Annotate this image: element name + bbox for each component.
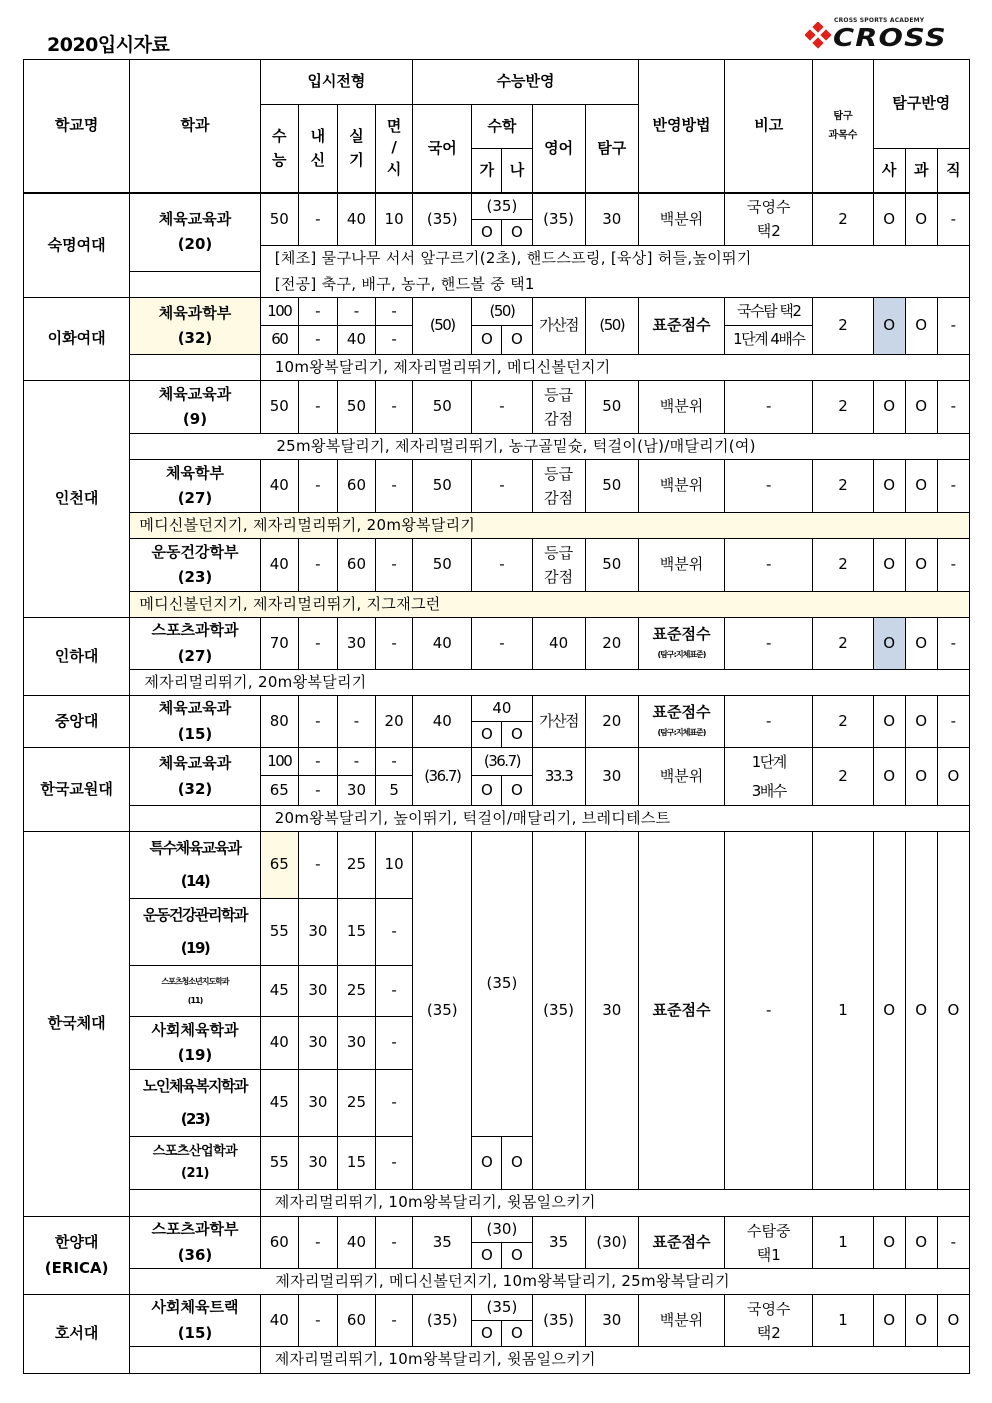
val-count: 2: [813, 298, 873, 355]
val-gwa: O: [905, 1295, 937, 1347]
val-myeon: -: [376, 381, 413, 434]
val-ga: O: [472, 1243, 502, 1269]
val-su: 65: [260, 776, 298, 806]
val-nae: 30: [298, 1137, 337, 1190]
val-math: -: [472, 460, 532, 513]
val-su: 40: [260, 539, 298, 592]
val-ga: O: [472, 722, 502, 748]
val-method: 백분위: [638, 539, 724, 592]
header-ga: 가: [472, 149, 502, 193]
val-jik: O: [937, 832, 969, 1190]
val-na: O: [502, 1137, 532, 1190]
val-ga: O: [472, 326, 502, 355]
school-ewha: 이화여대: [24, 298, 130, 381]
val-note: 국영수 택2: [725, 1295, 813, 1347]
val-eng: 등급 감점: [532, 539, 585, 592]
val-note: -: [725, 539, 813, 592]
val-ga: O: [472, 1137, 502, 1190]
val-nae: -: [298, 1295, 337, 1347]
val-gwa: O: [905, 298, 937, 355]
exam-note: 메디신볼던지기, 제자리멀리뛰기, 20m왕복달리기: [130, 513, 970, 539]
val-method: 표준점수: [638, 298, 724, 355]
val-eng: (35): [532, 1295, 585, 1347]
val-myeon: 10: [376, 832, 413, 899]
exam-note: 메디신볼던지기, 제자리멀리뛰기, 지그재그런: [130, 592, 970, 618]
header-inq-count: 탐구 과목수: [813, 60, 873, 193]
school-chungang: 중앙대: [24, 696, 130, 748]
val-kor: 50: [413, 460, 472, 513]
val-inq: 20: [585, 618, 638, 670]
val-kor: (50): [413, 298, 472, 355]
val-eng: 35: [532, 1217, 585, 1269]
val-myeon: 20: [376, 696, 413, 748]
val-sil: 30: [337, 776, 375, 806]
val-gwa: O: [905, 1217, 937, 1269]
val-sil: -: [337, 696, 375, 748]
val-su: 60: [260, 326, 298, 355]
exam-note: 제자리멀리뛰기, 10m왕복달리기, 윗몸일으키기: [260, 1190, 969, 1217]
dept-cell: 체육교육과 (9): [130, 381, 260, 434]
val-sa: O: [873, 748, 905, 806]
val-inq: 30: [585, 832, 638, 1190]
val-su: 65: [260, 832, 298, 899]
val-myeon: -: [376, 1217, 413, 1269]
val-gwa: O: [905, 748, 937, 806]
exam-note: 제자리멀리뛰기, 메디신볼던지기, 10m왕복달리기, 25m왕복달리기: [130, 1269, 970, 1295]
val-kor: (36.7): [413, 748, 472, 806]
val-note: -: [725, 618, 813, 670]
val-na: O: [502, 1243, 532, 1269]
val-sil: 60: [337, 1295, 375, 1347]
val-myeon: -: [376, 966, 413, 1017]
header-school: 학교명: [24, 60, 130, 193]
val-nae: -: [298, 381, 337, 434]
val-myeon: -: [376, 748, 413, 776]
val-math: (35): [472, 1295, 532, 1321]
val-inq: 20: [585, 696, 638, 748]
val-eng: (35): [532, 193, 585, 246]
val-su: 100: [260, 298, 298, 326]
exam-note: 제자리멀리뛰기, 20m왕복달리기: [130, 670, 970, 696]
val-method: 백분위: [638, 748, 724, 806]
val-nae: -: [298, 618, 337, 670]
dept-cell: 스포츠청소년지도학과 (11): [130, 966, 260, 1017]
dept-cell: 체육교육과 (32): [130, 748, 260, 806]
val-su: 50: [260, 381, 298, 434]
val-sa: O: [873, 381, 905, 434]
val-sil: 30: [337, 1017, 375, 1070]
val-sil: 60: [337, 539, 375, 592]
val-sa: O: [873, 460, 905, 513]
val-su: 45: [260, 1070, 298, 1137]
dept-cell: 운동건강관리학과 (19): [130, 899, 260, 966]
val-nae: -: [298, 460, 337, 513]
val-note: 1단계 4배수: [725, 326, 813, 355]
val-inq: (50): [585, 298, 638, 355]
val-gwa: O: [905, 539, 937, 592]
dept-cell: 스포츠과학부 (36): [130, 1217, 260, 1269]
val-method: 표준점수 (탐구:지체표준): [638, 618, 724, 670]
val-myeon: -: [376, 1295, 413, 1347]
dept-cell: 스포츠산업학과 (21): [130, 1137, 260, 1190]
val-jik: -: [937, 460, 969, 513]
val-su: 40: [260, 1017, 298, 1070]
val-math: -: [472, 539, 532, 592]
header-eng: 영어: [532, 105, 585, 193]
val-note: 1단계 3배수: [725, 748, 813, 806]
header-inq-reflect: 탐구반영: [873, 60, 969, 149]
val-jik: O: [937, 1295, 969, 1347]
val-sil: 25: [337, 1070, 375, 1137]
val-myeon: -: [376, 899, 413, 966]
val-eng: 등급 감점: [532, 460, 585, 513]
val-count: 1: [813, 1217, 873, 1269]
val-method: 백분위: [638, 381, 724, 434]
val-ga: O: [472, 776, 502, 806]
val-sil: 40: [337, 193, 375, 246]
val-su: 40: [260, 1295, 298, 1347]
val-nae: -: [298, 748, 337, 776]
val-myeon: 5: [376, 776, 413, 806]
val-nae: -: [298, 326, 337, 355]
val-sil: 40: [337, 326, 375, 355]
val-gwa: O: [905, 618, 937, 670]
val-gwa: O: [905, 696, 937, 748]
val-su: 50: [260, 193, 298, 246]
header-csat-reflect: 수능반영: [413, 60, 639, 105]
val-kor: 40: [413, 618, 472, 670]
header-inq: 탐구: [585, 105, 638, 193]
exam-note: 20m왕복달리기, 높이뛰기, 턱걸이/매달리기, 브레디테스트: [260, 806, 969, 832]
val-math: (35): [472, 193, 532, 220]
exam-note: [전공] 축구, 배구, 농구, 핸드볼 중 택1: [260, 272, 969, 298]
val-method: 표준점수: [638, 832, 724, 1190]
val-sa: O: [873, 1217, 905, 1269]
val-su: 100: [260, 748, 298, 776]
val-inq: 30: [585, 748, 638, 806]
val-math: (50): [472, 298, 532, 326]
val-nae: 30: [298, 966, 337, 1017]
val-su: 55: [260, 899, 298, 966]
header-admission: 입시전형: [260, 60, 412, 105]
val-nae: -: [298, 696, 337, 748]
val-kor: (35): [413, 193, 472, 246]
val-sil: -: [337, 748, 375, 776]
val-kor: 50: [413, 539, 472, 592]
val-jik: -: [937, 539, 969, 592]
dept-cell: 체육과학부 (32): [130, 298, 260, 355]
val-method: 백분위: [638, 193, 724, 246]
val-kor: 40: [413, 696, 472, 748]
val-gwa: O: [905, 193, 937, 246]
val-math: -: [472, 618, 532, 670]
val-sa: O: [873, 832, 905, 1190]
val-inq: 30: [585, 193, 638, 246]
val-sa: O: [873, 298, 905, 355]
header-kor: 국어: [413, 105, 472, 193]
val-jik: -: [937, 1217, 969, 1269]
school-hoseo: 호서대: [24, 1295, 130, 1374]
val-method: 백분위: [638, 460, 724, 513]
val-sil: 25: [337, 966, 375, 1017]
dept-cell: 특수체육교육과 (14): [130, 832, 260, 899]
val-su: 80: [260, 696, 298, 748]
val-sa: O: [873, 193, 905, 246]
val-kor: (35): [413, 832, 472, 1190]
school-hanyang-erica: 한양대 (ERICA): [24, 1217, 130, 1295]
header-nae: 내 신: [298, 105, 337, 193]
val-myeon: -: [376, 460, 413, 513]
val-note: 수탐중 택1: [725, 1217, 813, 1269]
val-math: -: [472, 381, 532, 434]
exam-note: 10m왕복달리기, 제자리멀리뛰기, 메디신볼던지기: [260, 355, 969, 381]
exam-note: 제자리멀리뛰기, 10m왕복달리기, 윗몸일으키기: [260, 1347, 969, 1374]
val-method: 표준점수 (탐구:지체표준): [638, 696, 724, 748]
val-su: 55: [260, 1137, 298, 1190]
val-count: 2: [813, 193, 873, 246]
val-eng: 등급 감점: [532, 381, 585, 434]
val-note: -: [725, 381, 813, 434]
val-su: 45: [260, 966, 298, 1017]
val-nae: -: [298, 776, 337, 806]
header-gwa: 과: [905, 149, 937, 193]
school-knsu: 한국체대: [24, 832, 130, 1217]
val-inq: 30: [585, 1295, 638, 1347]
val-kor: 50: [413, 381, 472, 434]
val-gwa: O: [905, 381, 937, 434]
exam-note: 25m왕복달리기, 제자리멀리뛰기, 농구골밑슛, 턱걸이(남)/매달리기(여): [130, 434, 970, 460]
header-jik: 직: [937, 149, 969, 193]
val-sil: 25: [337, 832, 375, 899]
school-sookmyung: 숙명여대: [24, 193, 130, 298]
val-gwa: O: [905, 460, 937, 513]
val-eng: (35): [532, 832, 585, 1190]
val-eng: 40: [532, 618, 585, 670]
school-knue: 한국교원대: [24, 748, 130, 832]
dept-cell: 노인체육복지학과 (23): [130, 1070, 260, 1137]
val-na: O: [502, 776, 532, 806]
header-math: 수학: [472, 105, 532, 149]
val-sil: -: [337, 298, 375, 326]
dept-cell: 운동건강학부 (23): [130, 539, 260, 592]
val-math: (36.7): [472, 748, 532, 776]
val-myeon: -: [376, 298, 413, 326]
val-su: 60: [260, 1217, 298, 1269]
val-myeon: 10: [376, 193, 413, 246]
val-sil: 40: [337, 1217, 375, 1269]
val-na: O: [502, 1321, 532, 1347]
dept-cell: 사회체육학과 (19): [130, 1017, 260, 1070]
val-gwa: O: [905, 832, 937, 1190]
val-na: O: [502, 722, 532, 748]
val-inq: 50: [585, 381, 638, 434]
val-myeon: -: [376, 1017, 413, 1070]
val-jik: O: [937, 748, 969, 806]
val-method: 표준점수: [638, 1217, 724, 1269]
val-jik: -: [937, 298, 969, 355]
val-count: 2: [813, 696, 873, 748]
val-myeon: -: [376, 618, 413, 670]
dept-cell: 스포츠과학과 (27): [130, 618, 260, 670]
val-myeon: -: [376, 1070, 413, 1137]
val-sil: 15: [337, 1137, 375, 1190]
val-kor: (35): [413, 1295, 472, 1347]
val-eng: 가산점: [532, 696, 585, 748]
header-dept: 학과: [130, 60, 260, 193]
cross-logo-icon: [805, 22, 833, 50]
val-nae: -: [298, 832, 337, 899]
val-count: 1: [813, 832, 873, 1190]
val-inq: (30): [585, 1217, 638, 1269]
header-na: 나: [502, 149, 532, 193]
val-nae: -: [298, 539, 337, 592]
val-kor: 35: [413, 1217, 472, 1269]
val-count: 1: [813, 1295, 873, 1347]
header-method: 반영방법: [638, 60, 724, 193]
val-sa: O: [873, 696, 905, 748]
admission-table: [23, 59, 970, 1374]
dept-cell: 체육교육과 (20): [130, 193, 260, 272]
val-note: 국영수 택2: [725, 193, 813, 246]
header-sil: 실 기: [337, 105, 375, 193]
val-note: 국수탐 택2: [725, 298, 813, 326]
val-count: 2: [813, 539, 873, 592]
val-count: 2: [813, 381, 873, 434]
header-sa: 사: [873, 149, 905, 193]
val-method: 백분위: [638, 1295, 724, 1347]
val-note: -: [725, 460, 813, 513]
school-incheon: 인천대: [24, 381, 130, 618]
val-na: O: [502, 326, 532, 355]
val-jik: -: [937, 696, 969, 748]
val-nae: 30: [298, 899, 337, 966]
val-myeon: -: [376, 1137, 413, 1190]
val-inq: 50: [585, 539, 638, 592]
val-sil: 60: [337, 460, 375, 513]
val-math: 40: [472, 696, 532, 722]
val-nae: -: [298, 193, 337, 246]
dept-cell: 체육학부 (27): [130, 460, 260, 513]
val-note: -: [725, 696, 813, 748]
val-sa: O: [873, 1295, 905, 1347]
val-inq: 50: [585, 460, 638, 513]
logo-tagline: CROSS SPORTS ACADEMY: [834, 17, 925, 24]
val-jik: -: [937, 193, 969, 246]
val-ga: O: [472, 220, 502, 246]
val-su: 70: [260, 618, 298, 670]
val-nae: -: [298, 1217, 337, 1269]
val-math: (30): [472, 1217, 532, 1243]
dept-cell: 사회체육트랙 (15): [130, 1295, 260, 1347]
header-myeon: 면 / 시: [376, 105, 413, 193]
val-nae: 30: [298, 1070, 337, 1137]
val-nae: -: [298, 298, 337, 326]
val-nae: 30: [298, 1017, 337, 1070]
val-count: 2: [813, 460, 873, 513]
val-jik: -: [937, 618, 969, 670]
val-su: 40: [260, 460, 298, 513]
val-sil: 50: [337, 381, 375, 434]
val-ga: O: [472, 1321, 502, 1347]
dept-cell: 체육교육과 (15): [130, 696, 260, 748]
val-jik: -: [937, 381, 969, 434]
val-note: -: [725, 832, 813, 1190]
val-math: (35): [472, 832, 532, 1137]
page-title: 2020입시자료: [47, 34, 170, 56]
logo-wordmark: CROSS: [833, 23, 947, 52]
val-sil: 30: [337, 618, 375, 670]
val-count: 2: [813, 618, 873, 670]
val-eng: 가산점: [532, 298, 585, 355]
val-myeon: -: [376, 326, 413, 355]
school-inha: 인하대: [24, 618, 130, 696]
exam-note: [체조] 물구나무 서서 앞구르기(2초), 핸드스프링, [육상] 허들,높이뛰기: [260, 246, 969, 272]
val-sil: 15: [337, 899, 375, 966]
val-na: O: [502, 220, 532, 246]
val-sa: O: [873, 618, 905, 670]
val-eng: 33.3: [532, 748, 585, 806]
header-note: 비고: [725, 60, 813, 193]
header-su: 수 능: [260, 105, 298, 193]
val-sa: O: [873, 539, 905, 592]
val-count: 2: [813, 748, 873, 806]
val-myeon: -: [376, 539, 413, 592]
